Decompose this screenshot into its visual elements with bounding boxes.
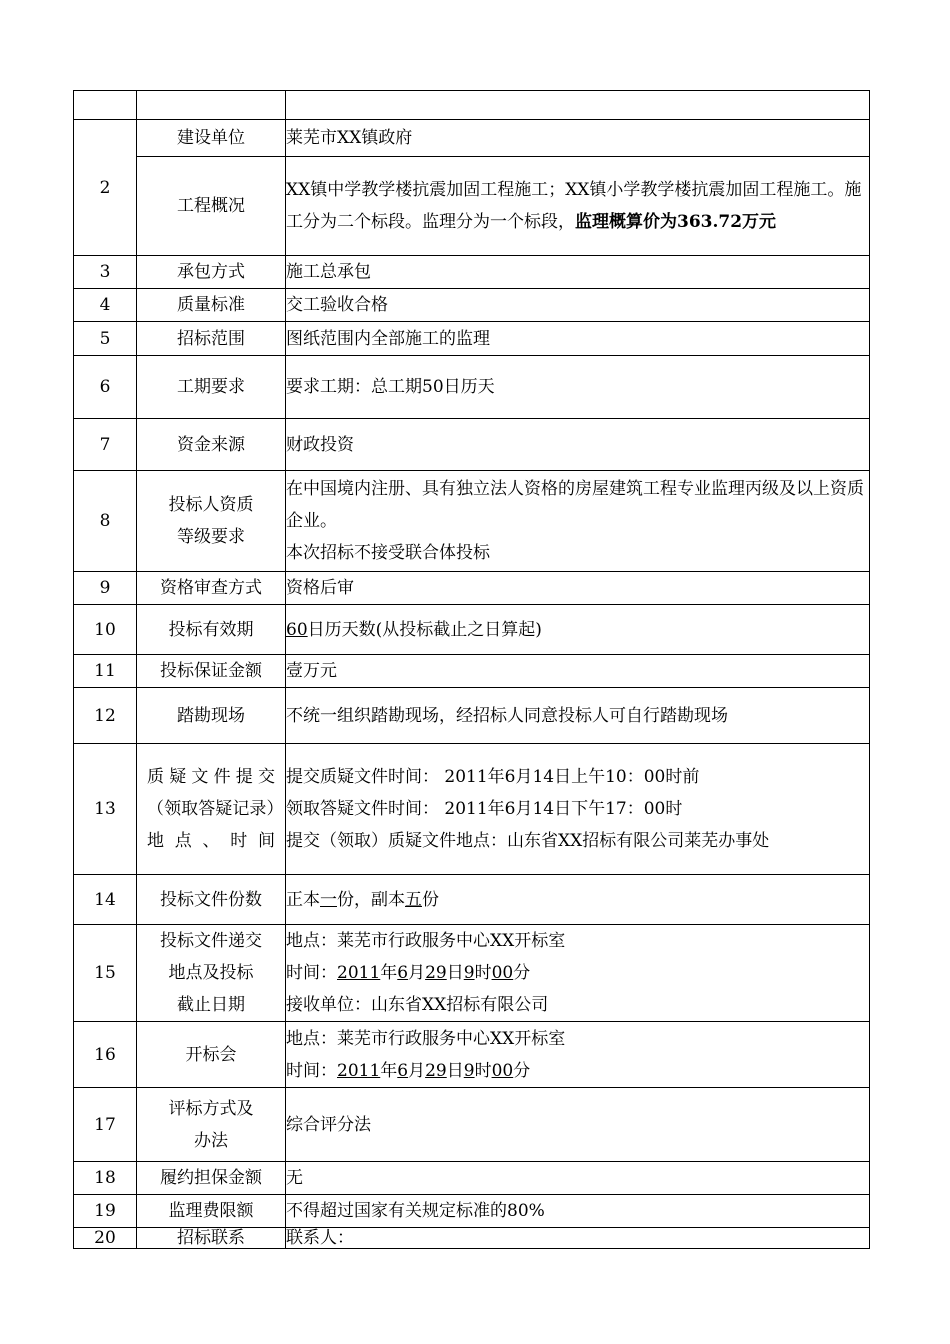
opening-location: 地点：莱芜市行政服务中心XX开标室 — [286, 1028, 566, 1049]
submission-location: 地点：莱芜市行政服务中心XX开标室 — [286, 931, 566, 951]
table-row — [74, 925, 870, 1022]
row-value: 莱芜市XX镇政府 — [286, 120, 870, 157]
row-value: 财政投资 — [286, 419, 870, 471]
original-count: 一 — [320, 889, 337, 910]
row-value: 图纸范围内全部施工的监理 — [286, 322, 870, 356]
row-number: 7 — [74, 419, 137, 471]
validity-days: 60 — [286, 619, 308, 640]
table-row — [74, 120, 870, 157]
label-line: 投标人资质 — [168, 495, 254, 515]
table-row — [74, 322, 870, 356]
submit-location: 提交（领取）质疑文件地点：山东省XX招标有限公司莱芜办事处 — [286, 831, 770, 851]
row-number: 17 — [74, 1088, 137, 1162]
copies-text: 份，副本 — [337, 889, 405, 910]
row-value — [286, 157, 870, 256]
opening-time: 时间：2011年6月29日9时00分 — [286, 1060, 531, 1081]
row-value — [286, 605, 870, 655]
label-line: 等级要求 — [177, 527, 245, 547]
row-number: 14 — [74, 875, 137, 925]
row-label: 开标会 — [137, 1022, 286, 1088]
overview-text: XX镇中学教学楼抗震加固工程施工；XX镇小学教学楼抗震加固工程施工。施工分为二个标段。监理分为一个标段， — [286, 180, 862, 232]
row-value: 施工总承包 — [286, 256, 870, 289]
submit-time: 提交质疑文件时间： 2011年6月14日上午10：00时前 — [286, 767, 700, 787]
row-label: 投标保证金额 — [137, 655, 286, 688]
row-label: 工程概况 — [137, 157, 286, 256]
row-value — [286, 875, 870, 925]
row-number: 2 — [74, 120, 137, 256]
row-number: 16 — [74, 1022, 137, 1088]
row-label: 招标联系 — [137, 1228, 286, 1249]
label-line: 投标文件递交 — [160, 931, 262, 951]
row-value: 资格后审 — [286, 572, 870, 605]
validity-rest: 日历天数(从投标截止之日算起) — [307, 619, 542, 640]
row-value: 无 — [286, 1162, 870, 1195]
row-number: 20 — [74, 1228, 137, 1249]
row-value: 壹万元 — [286, 655, 870, 688]
row-value — [286, 744, 870, 875]
row-number: 10 — [74, 605, 137, 655]
table-row — [74, 1195, 870, 1228]
row-label: 承包方式 — [137, 256, 286, 289]
table-row — [74, 356, 870, 419]
row-value: 联系人： — [286, 1228, 870, 1249]
row-value: 交工验收合格 — [286, 289, 870, 322]
label-line: 截止日期 — [177, 995, 245, 1015]
row-label: 质疑文件提交（领取答疑记录）地点、时间 — [137, 744, 286, 875]
row-label: 资格审查方式 — [137, 572, 286, 605]
row-value: 不得超过国家有关规定标准的80% — [286, 1195, 870, 1228]
row-label: 履约担保金额 — [137, 1162, 286, 1195]
row-label: 招标范围 — [137, 322, 286, 356]
row-number: 13 — [74, 744, 137, 875]
row-label: 投标文件份数 — [137, 875, 286, 925]
row-label — [137, 91, 286, 120]
row-label: 监理费限额 — [137, 1195, 286, 1228]
table-row — [74, 605, 870, 655]
table-row — [74, 1228, 870, 1249]
row-label — [137, 471, 286, 572]
row-value: 综合评分法 — [286, 1088, 870, 1162]
label-line: 办法 — [194, 1130, 228, 1151]
label-line: 地点及投标 — [168, 963, 254, 983]
row-number: 5 — [74, 322, 137, 356]
row-label: 资金来源 — [137, 419, 286, 471]
row-value — [286, 471, 870, 572]
table-row — [74, 1162, 870, 1195]
row-number: 11 — [74, 655, 137, 688]
row-label: 投标有效期 — [137, 605, 286, 655]
row-number: 8 — [74, 471, 137, 572]
table-row — [74, 1022, 870, 1088]
row-value: 要求工期：总工期50日历天 — [286, 356, 870, 419]
row-value — [286, 925, 870, 1022]
table-row — [74, 744, 870, 875]
table-row — [74, 688, 870, 744]
table-row — [74, 289, 870, 322]
table-row — [74, 572, 870, 605]
row-number: 6 — [74, 356, 137, 419]
row-number: 18 — [74, 1162, 137, 1195]
table-row — [74, 1088, 870, 1162]
row-label: 建设单位 — [137, 120, 286, 157]
row-number: 15 — [74, 925, 137, 1022]
table-row — [74, 256, 870, 289]
table-row — [74, 91, 870, 120]
collect-time: 领取答疑文件时间： 2011年6月14日下午17：00时 — [286, 799, 683, 819]
receiving-unit: 接收单位：山东省XX招标有限公司 — [286, 995, 549, 1015]
table-row — [74, 875, 870, 925]
table-row — [74, 471, 870, 572]
row-number: 4 — [74, 289, 137, 322]
row-value — [286, 1022, 870, 1088]
label-line: 评标方式及 — [168, 1098, 254, 1119]
table-row — [74, 419, 870, 471]
duplicate-count: 五 — [405, 889, 422, 910]
row-label — [137, 925, 286, 1022]
qualification-text: 在中国境内注册、具有独立法人资格的房屋建筑工程专业监理丙级及以上资质企业。 — [286, 479, 864, 531]
table-row — [74, 655, 870, 688]
row-label — [137, 1088, 286, 1162]
row-label: 质量标准 — [137, 289, 286, 322]
row-value: 不统一组织踏勘现场，经招标人同意投标人可自行踏勘现场 — [286, 688, 870, 744]
copies-text: 正本 — [286, 889, 320, 910]
row-number: 9 — [74, 572, 137, 605]
consortium-note: 本次招标不接受联合体投标 — [286, 543, 490, 563]
row-number: 19 — [74, 1195, 137, 1228]
table-row — [74, 157, 870, 256]
row-label: 工期要求 — [137, 356, 286, 419]
row-number: 3 — [74, 256, 137, 289]
budget-estimate: 监理概算价为363.72万元 — [575, 212, 777, 232]
row-number: 12 — [74, 688, 137, 744]
row-number — [74, 91, 137, 120]
row-label: 踏勘现场 — [137, 688, 286, 744]
submission-deadline: 时间：2011年6月29日9时00分 — [286, 963, 531, 983]
copies-text: 份 — [422, 889, 439, 910]
row-value — [286, 91, 870, 120]
bid-info-table — [73, 90, 870, 1249]
